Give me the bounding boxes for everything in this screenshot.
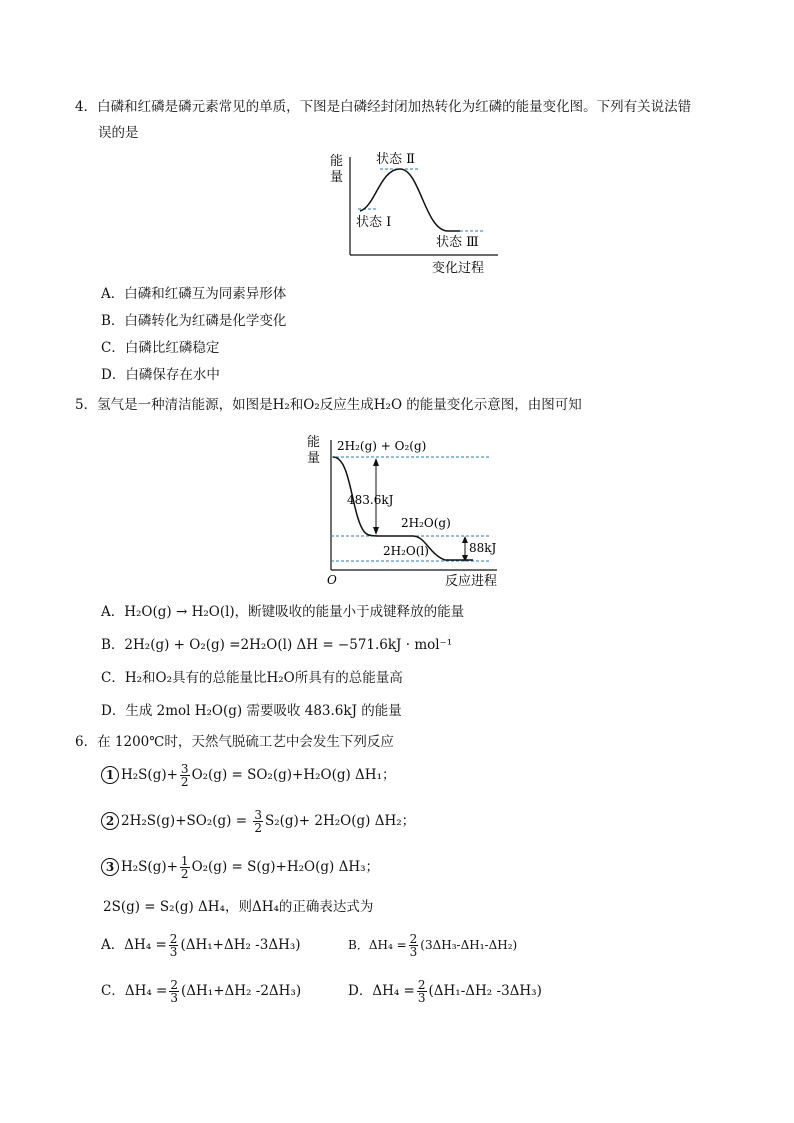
q6-equation-1	[101, 760, 395, 790]
q5-arrowhead-483-up	[373, 458, 379, 466]
q6-eq2-num: 3	[254, 808, 262, 822]
q4-option-c: C．白磷比红磷稳定	[101, 340, 220, 356]
q6-eq2-fraction	[253, 809, 263, 834]
q6-option-b-label: B．ΔH₄ =	[348, 938, 407, 952]
q6-equation-3	[101, 852, 379, 882]
q6-option-d-expr: (ΔH₁-ΔH₂ -3ΔH₃)	[428, 983, 542, 999]
q5-stem	[75, 395, 582, 415]
q6-stem	[75, 732, 394, 752]
q5-option-b: B．2H₂(g) + O₂(g) =2H₂O(l) ΔH = −571.6kJ · mol⁻¹	[101, 637, 453, 653]
q4-stem	[75, 97, 725, 117]
q6-option-a-label: A．ΔH₄ =	[101, 937, 167, 953]
q6-eq2-den: 2	[254, 821, 262, 835]
q6-option-c-expr: (ΔH₁+ΔH₂ -2ΔH₃)	[181, 983, 302, 999]
q5-option-c: C．H₂和O₂具有的总能量比H₂O所具有的总能量高	[101, 670, 403, 686]
q6-eq1-den: 2	[180, 775, 189, 789]
q4-state-1: 状态 I	[356, 215, 392, 230]
q5-stem-text: 氢气是一种清洁能源，如图是H₂和O₂反应生成H₂O 的能量变化示意图，由图可知	[97, 397, 582, 413]
q6-eq1-lhs: H₂S(g)+	[121, 767, 178, 783]
q5-gap2-label: 88kJ	[469, 541, 497, 555]
q4-option-b: B．白磷转化为红磷是化学变化	[101, 313, 287, 329]
q6-option-c-fraction	[169, 979, 179, 1004]
q6-eq3-lhs: H₂S(g)+	[121, 859, 178, 875]
q6-eq3-mark: 3	[101, 858, 119, 876]
q6-eq2-mark: 2	[101, 812, 119, 830]
q5-origin-label: O	[327, 573, 337, 587]
q5-energy-diagram	[305, 430, 510, 590]
q6-number: 6．	[75, 734, 98, 750]
q5-y-label-2: 量	[307, 451, 321, 466]
q6-option-b	[348, 930, 517, 960]
q6-eq3-rhs: O₂(g) = S(g)+H₂O(g) ΔH₃；	[191, 859, 380, 875]
q4-x-label: 变化过程	[432, 261, 485, 276]
q4-number: 4．	[75, 99, 98, 115]
q5-arrowhead-483-down	[373, 527, 379, 535]
q6-eq3-fraction	[180, 855, 190, 880]
q6-option-b-den: 3	[409, 945, 418, 959]
q4-stem-line1: 白磷和红磷是磷元素常见的单质，下图是白磷经封闭加热转化为红磷的能量变化图。下列有关说法错	[97, 99, 692, 115]
q6-eq1-fraction	[180, 763, 190, 788]
q6-option-d-label: D．ΔH₄ =	[348, 983, 415, 999]
q6-option-a-fraction	[169, 933, 179, 958]
q6-option-a-den: 3	[169, 945, 178, 959]
q6-stem-text: 在 1200℃时，天然气脱硫工艺中会发生下列反应	[97, 734, 394, 750]
q5-level-mid-label: 2H₂O(g)	[401, 516, 451, 530]
q6-eq3-den: 2	[180, 867, 189, 881]
q4-stem-line2: 误的是	[98, 125, 139, 141]
q5-level-top-label: 2H₂(g) + O₂(g)	[337, 439, 427, 453]
q6-eq2-rhs: S₂(g)+ 2H₂O(g) ΔH₂；	[264, 813, 416, 829]
q4-energy-diagram	[320, 145, 510, 280]
q4-y-label-2: 量	[330, 170, 344, 185]
q6-option-b-num: 2	[409, 932, 418, 946]
q6-option-c	[101, 976, 301, 1006]
q6-eq1-rhs: O₂(g) = SO₂(g)+H₂O(g) ΔH₁；	[191, 767, 396, 783]
q6-equation-4: 2S(g) = S₂(g) ΔH₄，则ΔH₄的正确表达式为	[103, 899, 374, 915]
q5-x-label: 反应进程	[445, 574, 498, 589]
q6-eq1-mark: 1	[101, 766, 119, 784]
q6-option-a-expr: (ΔH₁+ΔH₂ -3ΔH₃)	[180, 937, 301, 953]
q6-option-c-label: C．ΔH₄ =	[101, 983, 168, 999]
q4-state-3: 状态 Ⅲ	[436, 235, 479, 250]
q5-gap1-label: 483.6kJ	[347, 493, 394, 507]
q6-equation-2	[101, 806, 415, 836]
q6-option-d-num: 2	[417, 978, 426, 992]
q6-option-a	[101, 930, 301, 960]
q6-option-c-num: 2	[170, 978, 179, 992]
q5-level-low-label: 2H₂O(l)	[383, 544, 429, 558]
q4-option-d: D．白磷保存在水中	[101, 367, 220, 383]
q6-option-b-expr: (3ΔH₃-ΔH₁-ΔH₂)	[420, 938, 518, 952]
q6-option-d	[348, 976, 542, 1006]
q5-option-d: D．生成 2mol H₂O(g) 需要吸收 483.6kJ 的能量	[101, 703, 402, 719]
q5-arrowhead-88-up	[462, 536, 468, 543]
q6-eq1-num: 3	[180, 762, 189, 776]
q6-option-b-fraction	[409, 933, 419, 958]
q6-eq3-num: 1	[180, 854, 189, 868]
q4-y-label-1: 能	[330, 154, 344, 169]
q6-option-c-den: 3	[170, 991, 179, 1005]
q5-y-label-1: 能	[307, 435, 321, 450]
q5-option-a: A．H₂O(g) → H₂O(l)，断键吸收的能量小于成键释放的能量	[101, 604, 465, 620]
q6-option-a-num: 2	[169, 932, 178, 946]
q5-number: 5．	[75, 397, 98, 413]
q6-eq2-lhs: 2H₂S(g)+SO₂(g) =	[121, 813, 252, 829]
q4-option-a: A．白磷和红磷互为同素异形体	[101, 286, 287, 302]
q6-option-d-den: 3	[417, 991, 426, 1005]
q4-state-2: 状态 Ⅱ	[376, 152, 415, 167]
q6-option-d-fraction	[417, 979, 427, 1004]
